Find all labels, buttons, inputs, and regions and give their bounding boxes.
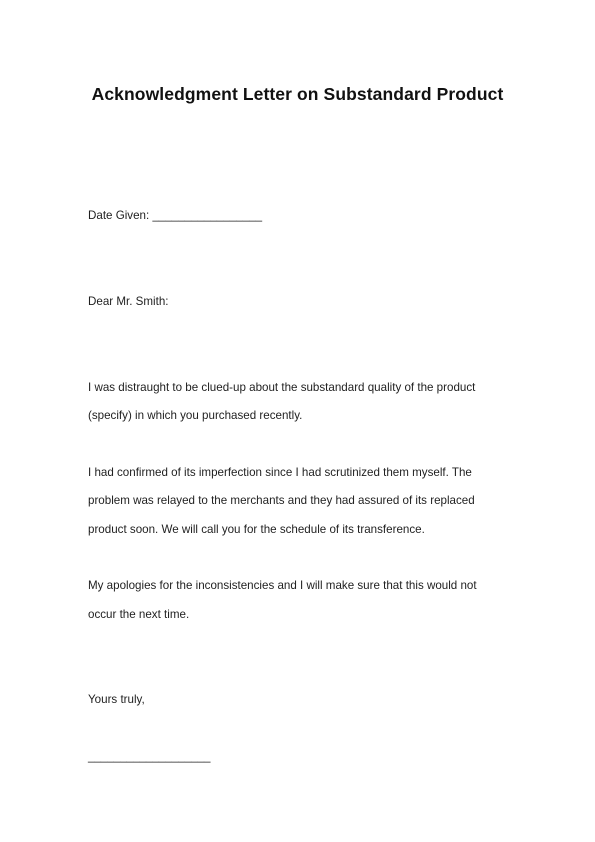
paragraph-2-line-3: product soon. We will call you for the schedule of its transference. [88, 523, 425, 536]
salutation: Dear Mr. Smith: [88, 295, 169, 308]
paragraph-3-line-1: My apologies for the inconsistencies and I will make sure that this would not [88, 579, 477, 592]
signature-line: ___________________ [88, 750, 211, 763]
paragraph-2-line-2: problem was relayed to the merchants and they had assured of its replaced [88, 494, 475, 507]
paragraph-2-line-1: I had confirmed of its imperfection since I had scrutinized them myself. The [88, 466, 472, 479]
paragraph-3-line-2: occur the next time. [88, 608, 190, 621]
date-line: Date Given: _________________ [88, 209, 263, 222]
closing: Yours truly, [88, 693, 145, 706]
document-title: Acknowledgment Letter on Substandard Product [91, 84, 504, 104]
paragraph-1-line-2: (specify) in which you purchased recently. [88, 409, 303, 422]
paragraph-1-line-1: I was distraught to be clued-up about the substandard quality of the product [88, 381, 476, 394]
